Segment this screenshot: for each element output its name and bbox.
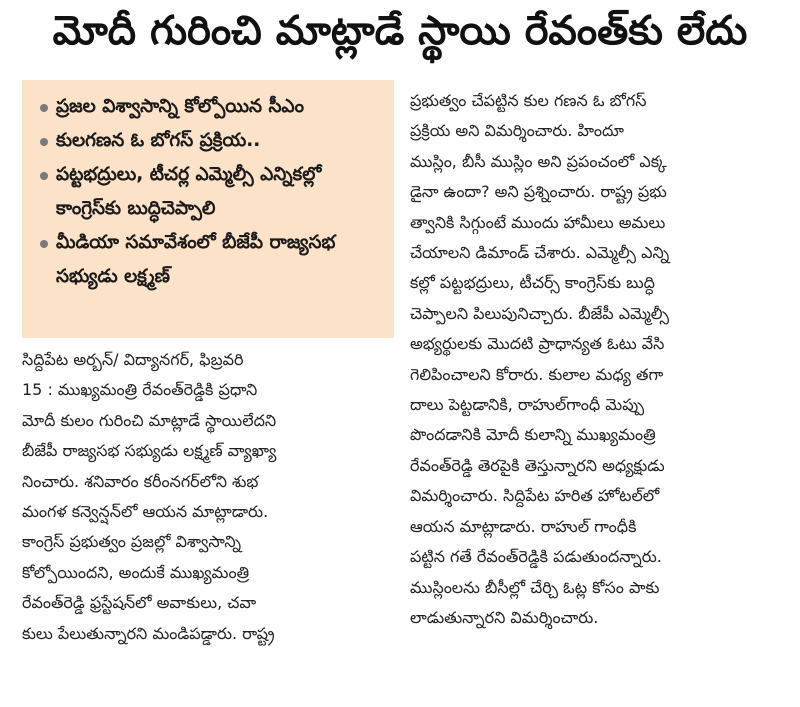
article-left-column xyxy=(22,345,394,649)
highlight-item xyxy=(38,158,386,226)
text-line: కోల్పోయిందని, అందుకే ముఖ్యమంత్రి xyxy=(22,562,250,582)
highlight-text: ప్రజల విశ్వాసాన్ని కోల్పోయిన సీఎం xyxy=(56,96,304,117)
text-line: మోదీ కులం గురించి మాట్లాడే స్థాయిలేదని xyxy=(22,410,277,430)
bullet-icon xyxy=(38,226,56,260)
bullet-icon xyxy=(38,124,56,158)
highlight-text: పట్టభద్రులు, టీచర్ల ఎమ్మెల్సీ ఎన్నికల్లో కాంగ్రెస్‌కు బుద్ధిచెప్పాలి xyxy=(56,164,322,219)
headline: మోదీ గురించి మాట్లాడే స్థాయి రేవంత్‌కు లేదు xyxy=(52,8,748,54)
text-line: బీజేపీ రాజ్యసభ సభ్యుడు లక్ష్మణ్ వ్యాఖ్యా xyxy=(22,441,277,461)
text-line: విమర్శించారు. సిద్దిపేట హరిత హోటల్‌లో xyxy=(410,486,660,506)
text-line: అభ్యర్థులకు మొదటి ప్రాధాన్యత ఓటు వేసి xyxy=(410,334,665,354)
text-line: ముస్లిం, బీసీ ముస్లిం అని ప్రపంచంలో ఎక్క xyxy=(410,151,667,171)
text-line: గెలిపించాలని కోరారు. కులాల మధ్య తగా xyxy=(410,364,664,384)
text-line: 15 : ముఖ్యమంత్రి రేవంత్‌రెడ్డికి ప్రధాని xyxy=(22,380,258,400)
text-line: కల్లో పట్టభద్రులు, టీచర్స్ కాంగ్రెస్‌కు బుద్ధి xyxy=(410,273,655,293)
text-line: త్వానికి సిగ్గుంటే ముందు హామీలు అమలు xyxy=(410,212,666,232)
highlight-text: కులగణన ఓ బోగస్ ప్రక్రియ.. xyxy=(56,130,261,151)
text-line: ప్రక్రియ అని విమర్శించారు. హిందూ xyxy=(410,121,624,141)
text-line: కాంగ్రెస్ ప్రభుత్వం ప్రజల్లో విశ్వాసాన్ని xyxy=(22,532,242,552)
bullet-icon xyxy=(38,158,56,192)
text-line: డైనా ఉందా? అని ప్రశ్నించారు. రాష్ట్ర ప్రభు xyxy=(410,182,667,202)
text-line: నించారు. శనివారం కరీంనగర్‌లోని శుభ xyxy=(22,471,259,491)
text-line: చెప్పాలని పిలుపునిచ్చారు. బీజేపీ ఎమ్మెల్సీ xyxy=(410,303,670,323)
text-line: దాలు పెట్టడానికి, రాహుల్‌గాంధీ మెప్పు xyxy=(410,395,645,415)
highlight-item xyxy=(38,124,386,158)
text-line: చేయాలని డిమాండ్ చేశారు. ఎమ్మెల్సీ ఎన్ని xyxy=(410,243,670,263)
text-line: ప్రభుత్వం చేపట్టిన కుల గణన ఓ బోగస్ xyxy=(410,91,647,110)
text-line: ముస్లింలను బీసీల్లో చేర్చి ఓట్ల కోసం పాకు xyxy=(410,577,660,597)
text-line: సిద్దిపేట అర్బన్/ విద్యానగర్, ఫిబ్రవరి xyxy=(22,350,244,369)
bullet-icon xyxy=(38,90,56,124)
text-line: లాడుతున్నారని విమర్శించారు. xyxy=(410,607,599,627)
highlights-box xyxy=(22,80,394,338)
highlight-text: మీడియా సమావేశంలో బీజేపీ రాజ్యసభ సభ్యుడు లక్ష్మణ్ xyxy=(56,232,336,287)
text-line: పట్టిన గతే రేవంత్‌రెడ్డికి పడుతుందన్నారు. xyxy=(410,547,662,567)
text-line: ఆయన మాట్లాడారు. రాహుల్ గాంధీకి xyxy=(410,516,637,536)
highlight-item xyxy=(38,90,386,124)
article-right-column xyxy=(410,86,780,633)
highlight-item xyxy=(38,226,386,294)
text-line: రేవంత్‌రెడ్డి ఫ్రస్టేషన్‌లో అవాకులు, చవా xyxy=(22,593,257,613)
text-line: రేవంత్‌రెడ్డి తెరపైకి తెస్తున్నారని అధ్యక్షుడు xyxy=(410,455,665,475)
text-line: పొందడానికి మోదీ కులాన్ని ముఖ్యమంత్రి xyxy=(410,425,656,445)
text-line: మంగళ కన్వెన్షన్‌లో ఆయన మాట్లాడారు. xyxy=(22,502,269,522)
text-line: కులు పేలుతున్నారని మండిపడ్డారు. రాష్ట్ర xyxy=(22,623,275,643)
